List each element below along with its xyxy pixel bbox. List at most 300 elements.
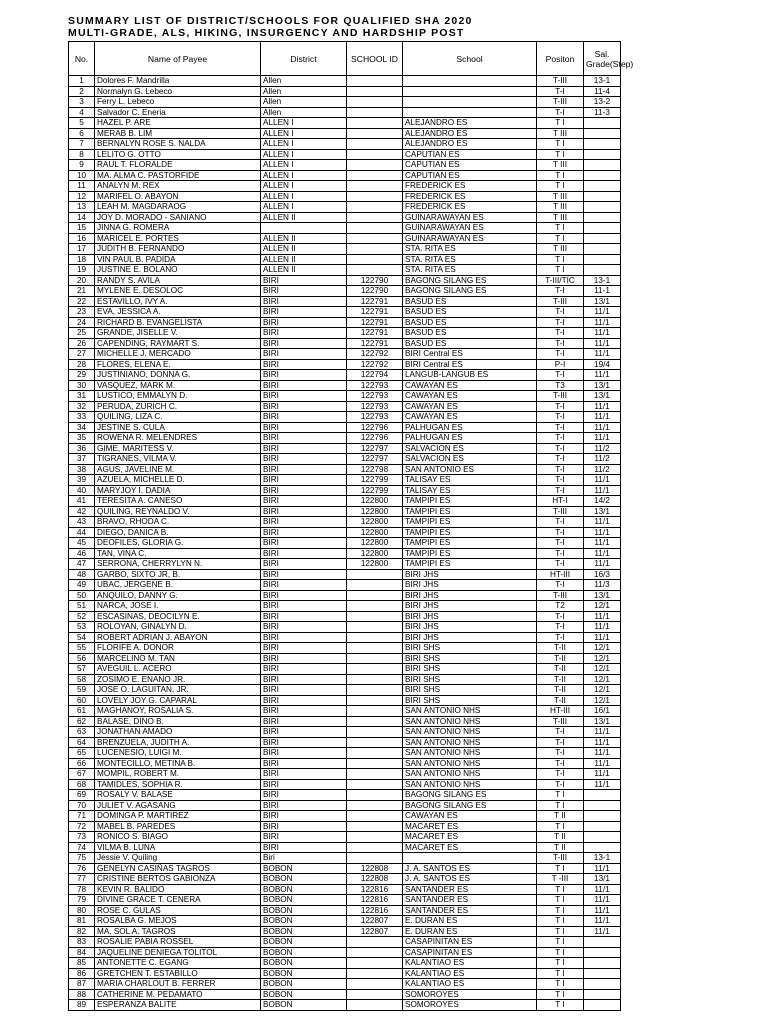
- row-number-cell: 24: [69, 317, 95, 328]
- school-name-cell: GUINARAWAYAN ES: [403, 233, 537, 244]
- school-id-cell: [347, 139, 403, 150]
- payee-name-cell: CRISTINE BERTOS GABIONZA: [95, 874, 261, 885]
- district-cell: BOBON: [261, 1000, 347, 1011]
- col-header-salary-grade: Sal. Grade(Step): [584, 42, 621, 76]
- salary-grade-cell: [584, 989, 621, 1000]
- school-id-cell: [347, 601, 403, 612]
- school-id-cell: 122793: [347, 401, 403, 412]
- district-cell: BIRI: [261, 433, 347, 444]
- district-cell: BIRI: [261, 443, 347, 454]
- position-cell: T I: [537, 181, 584, 192]
- payee-name-cell: MARCELINO M. TAN: [95, 653, 261, 664]
- school-name-cell: BASUD ES: [403, 296, 537, 307]
- school-name-cell: SAN ANTONIO NHS: [403, 748, 537, 759]
- school-id-cell: [347, 76, 403, 87]
- school-id-cell: [347, 643, 403, 654]
- payee-name-cell: ROLOYAN, GINALYN D.: [95, 622, 261, 633]
- payee-name-cell: RAUL T. FLORALDE: [95, 160, 261, 171]
- position-cell: T-I: [537, 454, 584, 465]
- school-name-cell: [403, 86, 537, 97]
- salary-grade-cell: [584, 958, 621, 969]
- table-row: [69, 769, 621, 780]
- school-name-cell: SAN ANTONIO NHS: [403, 706, 537, 717]
- table-row: [69, 947, 621, 958]
- school-name-cell: BIRI SHS: [403, 643, 537, 654]
- district-cell: BIRI: [261, 412, 347, 423]
- salary-grade-cell: [584, 968, 621, 979]
- payee-name-cell: LEAH M. MAGDARAOG: [95, 202, 261, 213]
- table-row: [69, 76, 621, 87]
- row-number-cell: 42: [69, 506, 95, 517]
- position-cell: T I: [537, 790, 584, 801]
- payee-name-cell: BALASE, DINO B.: [95, 716, 261, 727]
- school-id-cell: 122793: [347, 380, 403, 391]
- salary-grade-cell: 13/1: [584, 716, 621, 727]
- row-number-cell: 9: [69, 160, 95, 171]
- row-number-cell: 53: [69, 622, 95, 633]
- district-cell: BIRI: [261, 758, 347, 769]
- payee-name-cell: Normalyn G. Lebeco: [95, 86, 261, 97]
- table-row: [69, 464, 621, 475]
- payee-name-cell: FLORIFE A. DONOR: [95, 643, 261, 654]
- payee-name-cell: AZUELA, MICHELLE D.: [95, 475, 261, 486]
- school-name-cell: ALEJANDRO ES: [403, 139, 537, 150]
- payee-name-cell: KEVIN R. BALIDO: [95, 884, 261, 895]
- row-number-cell: 34: [69, 422, 95, 433]
- school-name-cell: PALHUGAN ES: [403, 422, 537, 433]
- school-id-cell: [347, 86, 403, 97]
- salary-grade-cell: 13-1: [584, 275, 621, 286]
- payee-name-cell: TAN, VINA C.: [95, 548, 261, 559]
- district-cell: Allen: [261, 86, 347, 97]
- row-number-cell: 85: [69, 958, 95, 969]
- table-row: [69, 937, 621, 948]
- row-number-cell: 35: [69, 433, 95, 444]
- district-cell: BOBON: [261, 989, 347, 1000]
- salary-grade-cell: 12/1: [584, 601, 621, 612]
- row-number-cell: 43: [69, 517, 95, 528]
- row-number-cell: 3: [69, 97, 95, 108]
- payee-name-cell: TERESITA A. CANESO: [95, 496, 261, 507]
- row-number-cell: 8: [69, 149, 95, 160]
- row-number-cell: 57: [69, 664, 95, 675]
- salary-grade-cell: 11/1: [584, 349, 621, 360]
- row-number-cell: 79: [69, 895, 95, 906]
- school-id-cell: [347, 590, 403, 601]
- position-cell: T III: [537, 202, 584, 213]
- school-id-cell: 122808: [347, 874, 403, 885]
- payee-name-cell: Ferry L. Lebeco: [95, 97, 261, 108]
- district-cell: BIRI: [261, 821, 347, 832]
- district-cell: BOBON: [261, 916, 347, 927]
- salary-grade-cell: [584, 202, 621, 213]
- school-id-cell: 122797: [347, 443, 403, 454]
- table-row: [69, 170, 621, 181]
- school-name-cell: FREDERICK ES: [403, 191, 537, 202]
- salary-grade-cell: 11/1: [584, 758, 621, 769]
- table-row: [69, 716, 621, 727]
- table-row: [69, 286, 621, 297]
- school-name-cell: BIRI JHS: [403, 632, 537, 643]
- payee-name-cell: DOMINGA P. MARTIREZ: [95, 811, 261, 822]
- position-cell: T-I: [537, 464, 584, 475]
- payee-name-cell: ROSALY V. BALASE: [95, 790, 261, 801]
- position-cell: T-I: [537, 611, 584, 622]
- row-number-cell: 71: [69, 811, 95, 822]
- school-id-cell: [347, 653, 403, 664]
- district-cell: BIRI: [261, 832, 347, 843]
- table-row: [69, 433, 621, 444]
- position-cell: T III: [537, 191, 584, 202]
- school-id-cell: 122800: [347, 496, 403, 507]
- district-cell: BIRI: [261, 475, 347, 486]
- salary-grade-cell: [584, 223, 621, 234]
- position-cell: T III: [537, 128, 584, 139]
- payee-name-cell: MICHELLE J. MERCADO: [95, 349, 261, 360]
- row-number-cell: 16: [69, 233, 95, 244]
- row-number-cell: 19: [69, 265, 95, 276]
- school-id-cell: 122800: [347, 548, 403, 559]
- row-number-cell: 11: [69, 181, 95, 192]
- position-cell: T-III: [537, 506, 584, 517]
- district-cell: BOBON: [261, 895, 347, 906]
- district-cell: BIRI: [261, 706, 347, 717]
- position-cell: T-I: [537, 538, 584, 549]
- table-row: [69, 317, 621, 328]
- district-cell: BIRI: [261, 664, 347, 675]
- position-cell: T II: [537, 811, 584, 822]
- table-row: [69, 328, 621, 339]
- position-cell: T I: [537, 916, 584, 927]
- salary-grade-cell: [584, 139, 621, 150]
- position-cell: T I: [537, 979, 584, 990]
- row-number-cell: 14: [69, 212, 95, 223]
- payee-name-cell: BERNALYN ROSE S. NALDA: [95, 139, 261, 150]
- payee-name-cell: RONICO S. BIAGO: [95, 832, 261, 843]
- table-row: [69, 706, 621, 717]
- table-row: [69, 485, 621, 496]
- school-name-cell: CAWAYAN ES: [403, 391, 537, 402]
- salary-grade-cell: 11/1: [584, 895, 621, 906]
- table-row: [69, 212, 621, 223]
- district-cell: BIRI: [261, 653, 347, 664]
- payee-name-cell: GENELYN CASIÑAS TAGROS: [95, 863, 261, 874]
- table-row: [69, 653, 621, 664]
- row-number-cell: 74: [69, 842, 95, 853]
- payee-name-cell: CATHERINE M. PEDAMATO: [95, 989, 261, 1000]
- table-row: [69, 349, 621, 360]
- district-cell: BIRI: [261, 601, 347, 612]
- school-name-cell: SOMOROYES: [403, 989, 537, 1000]
- school-name-cell: CASAPINITAN ES: [403, 937, 537, 948]
- school-id-cell: [347, 580, 403, 591]
- position-cell: T-I: [537, 475, 584, 486]
- payee-name-cell: Jessie V. Quiling: [95, 853, 261, 864]
- table-row: [69, 895, 621, 906]
- salary-grade-cell: [584, 254, 621, 265]
- payee-name-cell: JESTINE S. CULA: [95, 422, 261, 433]
- school-name-cell: STA. RITA ES: [403, 254, 537, 265]
- payee-name-cell: ANTONETTE C. EGANG: [95, 958, 261, 969]
- salary-grade-cell: 11/1: [584, 622, 621, 633]
- table-row: [69, 790, 621, 801]
- payee-name-cell: GIME, MARITESS V.: [95, 443, 261, 454]
- salary-grade-cell: 12/1: [584, 695, 621, 706]
- payee-name-cell: Salvador C. Eneria: [95, 107, 261, 118]
- school-name-cell: SAN ANTONIO ES: [403, 464, 537, 475]
- table-row: [69, 527, 621, 538]
- school-id-cell: [347, 779, 403, 790]
- row-number-cell: 49: [69, 580, 95, 591]
- school-id-cell: [347, 128, 403, 139]
- salary-grade-cell: 13/1: [584, 590, 621, 601]
- position-cell: T-I: [537, 779, 584, 790]
- position-cell: T-II: [537, 674, 584, 685]
- salary-grade-cell: [584, 979, 621, 990]
- district-cell: BIRI: [261, 517, 347, 528]
- table-row: [69, 926, 621, 937]
- school-name-cell: [403, 76, 537, 87]
- table-row: [69, 443, 621, 454]
- salary-grade-cell: 11/1: [584, 559, 621, 570]
- school-id-cell: [347, 947, 403, 958]
- position-cell: T3: [537, 380, 584, 391]
- school-name-cell: [403, 107, 537, 118]
- school-name-cell: STA. RITA ES: [403, 244, 537, 255]
- school-name-cell: BAGONG SILANG ES: [403, 790, 537, 801]
- row-number-cell: 20: [69, 275, 95, 286]
- payee-name-cell: ROWENA R. MELENDRES: [95, 433, 261, 444]
- school-id-cell: 122791: [347, 317, 403, 328]
- position-cell: HT-III: [537, 706, 584, 717]
- position-cell: T II: [537, 842, 584, 853]
- school-id-cell: [347, 821, 403, 832]
- district-cell: BIRI: [261, 380, 347, 391]
- payee-table: [68, 41, 634, 1011]
- payee-name-cell: JUSTINIANO, DONNA G.: [95, 370, 261, 381]
- table-row: [69, 821, 621, 832]
- table-row: [69, 695, 621, 706]
- salary-grade-cell: 16/3: [584, 569, 621, 580]
- salary-grade-cell: 12/1: [584, 674, 621, 685]
- position-cell: T III: [537, 244, 584, 255]
- district-cell: BIRI: [261, 401, 347, 412]
- payee-name-cell: LOVELY JOY G. CAPARAL: [95, 695, 261, 706]
- title-line-2: MULTI-GRADE, ALS, HIKING, INSURGENCY AND HARDSHIP POST: [68, 27, 465, 39]
- position-cell: T-I: [537, 485, 584, 496]
- district-cell: BIRI: [261, 548, 347, 559]
- salary-grade-cell: 11/1: [584, 611, 621, 622]
- position-cell: T I: [537, 170, 584, 181]
- title-line-1: SUMMARY LIST OF DISTRICT/SCHOOLS FOR QUALIFIED SHA 2020: [68, 15, 473, 27]
- row-number-cell: 10: [69, 170, 95, 181]
- row-number-cell: 64: [69, 737, 95, 748]
- school-id-cell: [347, 748, 403, 759]
- district-cell: ALLEN I: [261, 149, 347, 160]
- district-cell: BIRI: [261, 496, 347, 507]
- table-row: [69, 475, 621, 486]
- school-id-cell: 122791: [347, 338, 403, 349]
- salary-grade-cell: 11/1: [584, 317, 621, 328]
- position-cell: T I: [537, 233, 584, 244]
- district-cell: BIRI: [261, 464, 347, 475]
- payee-name-cell: JOY D. MORADO - SANIANO: [95, 212, 261, 223]
- school-name-cell: BIRI JHS: [403, 622, 537, 633]
- school-name-cell: TAMPIPI ES: [403, 527, 537, 538]
- salary-grade-cell: 11/1: [584, 328, 621, 339]
- position-cell: T I: [537, 139, 584, 150]
- salary-grade-cell: 11/1: [584, 433, 621, 444]
- district-cell: BOBON: [261, 874, 347, 885]
- payee-name-cell: ROSALIE PABIA ROSSEL: [95, 937, 261, 948]
- school-name-cell: CAPUTIAN ES: [403, 170, 537, 181]
- salary-grade-cell: 11/1: [584, 748, 621, 759]
- row-number-cell: 28: [69, 359, 95, 370]
- position-cell: T-I: [537, 737, 584, 748]
- row-number-cell: 54: [69, 632, 95, 643]
- table-row: [69, 107, 621, 118]
- payee-name-cell: MARICEL E. PORTES: [95, 233, 261, 244]
- salary-grade-cell: [584, 800, 621, 811]
- school-name-cell: CAWAYAN ES: [403, 380, 537, 391]
- school-name-cell: STA. RITA ES: [403, 265, 537, 276]
- school-name-cell: TAMPIPI ES: [403, 517, 537, 528]
- table-row: [69, 737, 621, 748]
- salary-grade-cell: 11/2: [584, 443, 621, 454]
- table-row: [69, 580, 621, 591]
- school-name-cell: BAGONG SILANG ES: [403, 275, 537, 286]
- payee-name-cell: EVA, JESSICA A.: [95, 307, 261, 318]
- salary-grade-cell: 11/1: [584, 737, 621, 748]
- school-name-cell: TAMPIPI ES: [403, 559, 537, 570]
- row-number-cell: 67: [69, 769, 95, 780]
- row-number-cell: 44: [69, 527, 95, 538]
- position-cell: T-II: [537, 653, 584, 664]
- school-id-cell: [347, 149, 403, 160]
- position-cell: T-II: [537, 695, 584, 706]
- district-cell: BIRI: [261, 716, 347, 727]
- table-row: [69, 506, 621, 517]
- district-cell: ALLEN II: [261, 212, 347, 223]
- row-number-cell: 45: [69, 538, 95, 549]
- position-cell: T-III: [537, 391, 584, 402]
- school-name-cell: BAGONG SILANG ES: [403, 800, 537, 811]
- school-id-cell: 122807: [347, 926, 403, 937]
- position-cell: T I: [537, 149, 584, 160]
- school-name-cell: BASUD ES: [403, 328, 537, 339]
- position-cell: T-II: [537, 685, 584, 696]
- position-cell: T I: [537, 905, 584, 916]
- payee-name-cell: MA. ALMA C. PASTORFIDE: [95, 170, 261, 181]
- payee-name-cell: JUDITH B. FERNANDO: [95, 244, 261, 255]
- district-cell: BIRI: [261, 296, 347, 307]
- salary-grade-cell: [584, 821, 621, 832]
- position-cell: T-II: [537, 643, 584, 654]
- school-id-cell: [347, 968, 403, 979]
- school-id-cell: 122816: [347, 884, 403, 895]
- school-name-cell: MACARET ES: [403, 842, 537, 853]
- payee-name-cell: SERRONA, CHERRYLYN N.: [95, 559, 261, 570]
- table-row: [69, 958, 621, 969]
- school-id-cell: [347, 632, 403, 643]
- table-row: [69, 989, 621, 1000]
- salary-grade-cell: [584, 191, 621, 202]
- district-cell: ALLEN II: [261, 244, 347, 255]
- position-cell: T-III: [537, 716, 584, 727]
- school-name-cell: SANTANDER ES: [403, 895, 537, 906]
- position-cell: T-III: [537, 590, 584, 601]
- row-number-cell: 7: [69, 139, 95, 150]
- salary-grade-cell: [584, 212, 621, 223]
- school-id-cell: [347, 233, 403, 244]
- table-row: [69, 979, 621, 990]
- row-number-cell: 25: [69, 328, 95, 339]
- school-name-cell: BIRI SHS: [403, 674, 537, 685]
- payee-name-cell: MAGHANOY, ROSALIA S.: [95, 706, 261, 717]
- district-cell: BIRI: [261, 317, 347, 328]
- position-cell: T III: [537, 160, 584, 171]
- school-name-cell: CASAPINITAN ES: [403, 947, 537, 958]
- table-row: [69, 1000, 621, 1011]
- row-number-cell: 30: [69, 380, 95, 391]
- row-number-cell: 62: [69, 716, 95, 727]
- table-row: [69, 548, 621, 559]
- payee-name-cell: ROSALBA G. MEJOS: [95, 916, 261, 927]
- salary-grade-cell: 13-1: [584, 853, 621, 864]
- salary-grade-cell: 11-4: [584, 86, 621, 97]
- school-id-cell: [347, 758, 403, 769]
- payee-name-cell: MA. SOL A. TAGROS: [95, 926, 261, 937]
- position-cell: T-I: [537, 559, 584, 570]
- row-number-cell: 41: [69, 496, 95, 507]
- row-number-cell: 23: [69, 307, 95, 318]
- salary-grade-cell: 11/1: [584, 769, 621, 780]
- table-row: [69, 296, 621, 307]
- district-cell: BIRI: [261, 391, 347, 402]
- position-cell: T-I: [537, 748, 584, 759]
- district-cell: BOBON: [261, 863, 347, 874]
- school-id-cell: [347, 695, 403, 706]
- school-id-cell: 122800: [347, 527, 403, 538]
- row-number-cell: 47: [69, 559, 95, 570]
- school-id-cell: [347, 853, 403, 864]
- school-name-cell: KALANTIAO ES: [403, 958, 537, 969]
- payee-name-cell: ANALYN M. REX: [95, 181, 261, 192]
- payee-name-cell: VIN PAUL B. PADIDA: [95, 254, 261, 265]
- school-id-cell: [347, 811, 403, 822]
- row-number-cell: 65: [69, 748, 95, 759]
- district-cell: ALLEN I: [261, 181, 347, 192]
- row-number-cell: 60: [69, 695, 95, 706]
- school-name-cell: TAMPIPI ES: [403, 496, 537, 507]
- table-row: [69, 391, 621, 402]
- table-row: [69, 139, 621, 150]
- payee-name-cell: ROBERT ADRIAN J. ABAYON: [95, 632, 261, 643]
- payee-name-cell: VASQUEZ, MARK M.: [95, 380, 261, 391]
- salary-grade-cell: 11/1: [584, 412, 621, 423]
- salary-grade-cell: 12/1: [584, 664, 621, 675]
- position-cell: T I: [537, 800, 584, 811]
- school-name-cell: CAPUTIAN ES: [403, 160, 537, 171]
- row-number-cell: 50: [69, 590, 95, 601]
- salary-grade-cell: 11/2: [584, 454, 621, 465]
- school-name-cell: BIRI JHS: [403, 611, 537, 622]
- school-name-cell: FREDERICK ES: [403, 181, 537, 192]
- salary-grade-cell: [584, 118, 621, 129]
- position-cell: T2: [537, 601, 584, 612]
- school-id-cell: 122793: [347, 412, 403, 423]
- salary-grade-cell: 12/1: [584, 685, 621, 696]
